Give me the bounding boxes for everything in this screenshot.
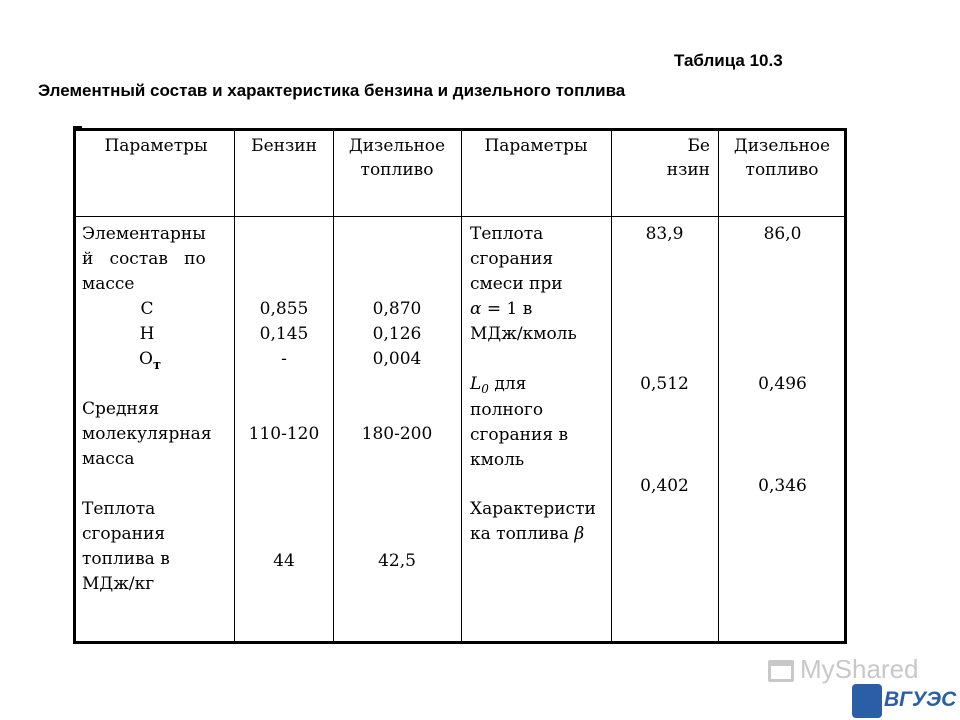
element-hydrogen: Н bbox=[139, 324, 155, 344]
diesel-mixture-heat: 86,0 bbox=[763, 224, 802, 244]
header-parameters: Параметры bbox=[484, 136, 588, 156]
diesel-molar-mass: 180-200 bbox=[361, 424, 433, 444]
petrol-fuel-heat: 44 bbox=[273, 551, 295, 571]
petrol-mixture-heat: 83,9 bbox=[645, 224, 684, 244]
diesel-oxygen: 0,004 bbox=[372, 349, 422, 369]
alpha-symbol: α bbox=[470, 299, 482, 319]
beta-label: Характеристи ка топлива β bbox=[470, 499, 596, 544]
l0-symbol: L bbox=[470, 374, 482, 394]
column-divider bbox=[461, 128, 462, 644]
l0-label: $L_0$ для полного сгорания в кмоль bbox=[470, 374, 569, 470]
diesel-l0: 0,496 bbox=[758, 374, 807, 394]
diesel-hydrogen: 0,126 bbox=[372, 324, 422, 344]
fuel-heat-label: Теплота сгорания топлива в МДж/кг bbox=[82, 499, 170, 594]
petrol-molar-mass: 110-120 bbox=[248, 424, 320, 444]
table-number: Таблица 10.3 bbox=[674, 51, 783, 70]
molar-mass-label: Средняя молекулярная масса bbox=[82, 399, 212, 469]
header-diesel: Дизельное топливо bbox=[348, 136, 446, 180]
diesel-carbon: 0,870 bbox=[372, 299, 422, 319]
l0-subscript: 0 bbox=[481, 382, 489, 396]
header-parameters: Параметры bbox=[104, 136, 208, 156]
header-petrol: Бе нзин bbox=[666, 136, 710, 180]
petrol-oxygen: - bbox=[281, 349, 287, 369]
diesel-fuel-heat: 42,5 bbox=[378, 551, 416, 571]
university-emblem-icon bbox=[852, 684, 882, 718]
mixture-heat-label: Теплота сгорания смеси при α = 1 в МДж/кмоль bbox=[470, 224, 577, 344]
oxygen-subscript: т bbox=[152, 358, 161, 373]
myshared-watermark: MyShared bbox=[800, 654, 919, 684]
column-divider bbox=[234, 128, 235, 644]
composition-label: Элементарны й состав по массе bbox=[82, 224, 206, 294]
table-title: Элементный состав и характеристика бензина и дизельного топлива bbox=[38, 81, 626, 100]
petrol-l0: 0,512 bbox=[640, 374, 689, 394]
element-carbon: С bbox=[140, 299, 154, 319]
presentation-board-icon bbox=[768, 660, 794, 682]
header-petrol: Бензин bbox=[251, 136, 317, 156]
beta-symbol: β bbox=[574, 524, 585, 544]
university-logo-text: ВГУЭС bbox=[884, 688, 957, 711]
petrol-hydrogen: 0,145 bbox=[259, 324, 309, 344]
diesel-beta: 0,346 bbox=[758, 476, 807, 496]
petrol-carbon: 0,855 bbox=[259, 299, 309, 319]
element-oxygen: $О_т$ bbox=[139, 349, 161, 373]
header-divider bbox=[73, 216, 847, 217]
petrol-beta: 0,402 bbox=[640, 476, 689, 496]
header-diesel: Дизельное топливо bbox=[733, 136, 831, 180]
